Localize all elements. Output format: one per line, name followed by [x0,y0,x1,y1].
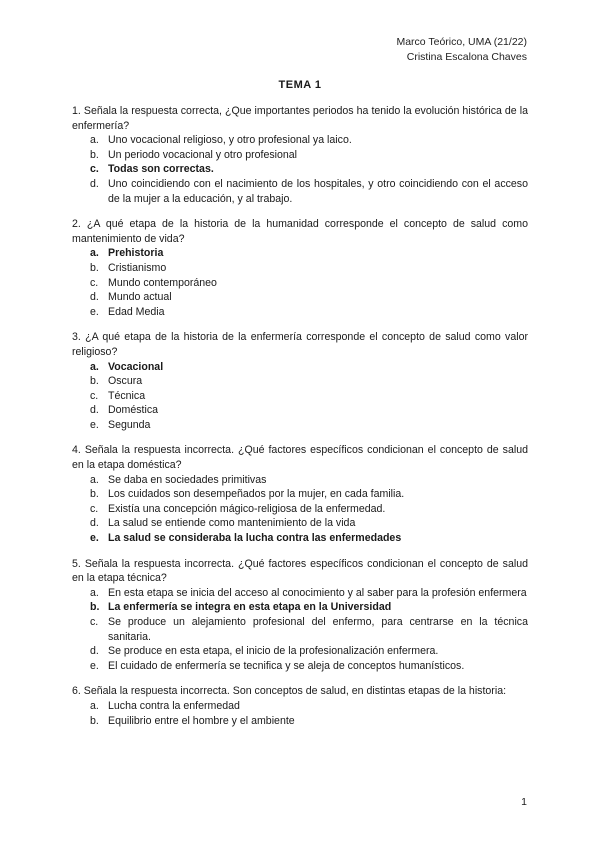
option-b: b. Oscura [90,375,143,388]
option-d: d. Mundo actual [90,291,172,304]
option-a: a. En esta etapa se inicia del acceso al conocimiento y al saber para la profesión enfermera [90,586,527,599]
option-d: d. Se produce en esta etapa, el inicio de la profesionalización enfermera. [90,645,439,658]
question-5 [72,557,528,674]
option-list [72,246,528,319]
option-list [72,133,528,206]
question-text: 4. Señala la respuesta incorrecta. ¿Qué factores específicos condicionan el concepto de salud en la etapa doméstica? [72,444,528,472]
option-b: b. Cristianismo [90,261,167,274]
question-text: 6. Señala la respuesta incorrecta. Son conceptos de salud, en distintas etapas de la historia: [72,685,507,698]
option-d: d. Uno coincidiendo con el nacimiento de los hospitales, y otro coincidiendo con el acceso de la mujer a la educación, y al trabajo. [90,177,528,205]
question-text: 3. ¿A qué etapa de la historia de la enfermería corresponde el concepto de salud como valor religioso? [72,331,528,358]
option-c: c. Existía una concepción mágico-religiosa de la enfermedad. [90,502,386,515]
option-b: b. Un periodo vocacional y otro profesional [90,148,298,161]
option-e: e. Edad Media [90,305,165,318]
header-course: Marco Teórico, UMA (21/22) [396,36,527,48]
option-c: c. Técnica [90,389,146,402]
option-a-correct: a. Vocacional [90,360,164,373]
option-c-correct: c. Todas son correctas. [90,163,214,176]
option-list [72,360,528,433]
question-2 [72,217,528,319]
option-a-correct: a. Prehistoria [90,247,164,260]
option-b: b. Los cuidados son desempeñados por la mujer, en cada familia. [90,488,405,501]
page-number: 1 [521,796,527,808]
header-author: Cristina Escalona Chaves [406,51,527,63]
option-list [72,699,528,728]
option-d: d. La salud se entiende como mantenimiento de la vida [90,517,356,530]
question-4 [72,443,528,545]
question-list [72,104,528,739]
option-c: c. Mundo contemporáneo [90,276,217,289]
option-list [72,586,528,674]
option-b: b. Equilibrio entre el hombre y el ambiente [90,714,295,727]
question-1 [72,104,528,206]
question-text: 2. ¿A qué etapa de la historia de la humanidad corresponde el concepto de salud como mantenimiento de vida? [72,218,528,245]
option-e: e. Segunda [90,418,151,431]
option-c: c. Se produce un alejamiento profesional del enfermo, para centrarse en la técnica sanitaria. [90,616,528,643]
option-e: e. El cuidado de enfermería se tecnifica y se aleja de conceptos humanísticos. [90,659,465,672]
question-3 [72,330,528,432]
option-list [72,473,528,546]
page-title: TEMA 1 [278,79,322,91]
option-a: a. Uno vocacional religioso, y otro profesional ya laico. [90,134,352,147]
option-a: a. Se daba en sociedades primitivas [90,473,267,486]
question-text: 5. Señala la respuesta incorrecta. ¿Qué factores específicos condicionan el concepto de salud en la etapa técnica? [72,557,528,585]
option-d: d. Doméstica [90,404,159,417]
question-text: 1. Señala la respuesta correcta, ¿Que importantes periodos ha tenido la evolución histórica de la enfermería? [72,105,528,132]
page-header [396,35,527,65]
question-6 [72,684,528,728]
option-b-correct: b. La enfermería se integra en esta etapa en la Universidad [90,601,392,614]
option-e-correct: e. La salud se consideraba la lucha contra las enfermedades [90,532,402,545]
option-a: a. Lucha contra la enfermedad [90,699,240,712]
